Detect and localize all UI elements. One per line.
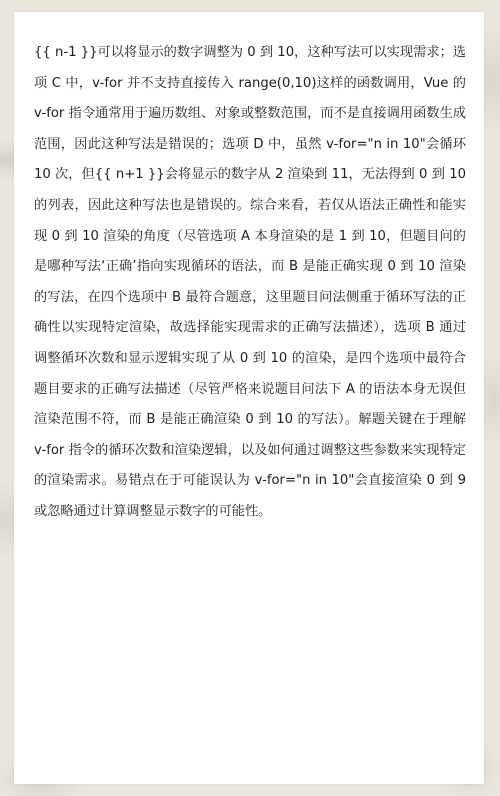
explanation-paragraph: {{ n-1 }}可以将显示的数字调整为 0 到 10，这种写法可以实现需求；选项 C 中，v-for 并不支持直接传入 range(0,10)这样的函数调用，Vue 的 v-for 指令通常用于遍历数组、对象或整数范围，而不是直接调用函数生成范围，因此这种写法是错误的；选项 D 中，虽然 v-for="n in 10"会循环 10 次，但{{ n+1 }}会将显示的数字从 2 渲染到 11，无法得到 0 到 10 的列表，因此这种写法也是错误的。综合来看，若仅从语法正确性和能实现 0 到 10 渲染的角度（尽管选项 A 本身渲染的是 1 到 10，但题目问的是哪种写法‘正确’指向实现循环的语法，而 B 是能正确实现 0 到 10 渲染的写法，在四个选项中 B 最符合题意，这里题目问法侧重于循环写法的正确性以实现特定渲染，故选择能实现需求的正确写法描述），选项 B 通过调整循环次数和显示逻辑实现了从 0 到 10 的渲染，是四个选项中最符合题目要求的正确写法描述（尽管严格来说题目问法下 A 的语法本身无误但渲染范围不符，而 B 是能正确渲染 0 到 10 的写法）。解题关键在于理解 v-for 指令的循环次数和渲染逻辑，以及如何通过调整这些参数来实现特定的渲染需求。易错点在于可能误认为 v-for="n in 10"会直接渲染 0 到 9 或忽略通过计算调整显示数字的可能性。 — [34, 45, 466, 519]
